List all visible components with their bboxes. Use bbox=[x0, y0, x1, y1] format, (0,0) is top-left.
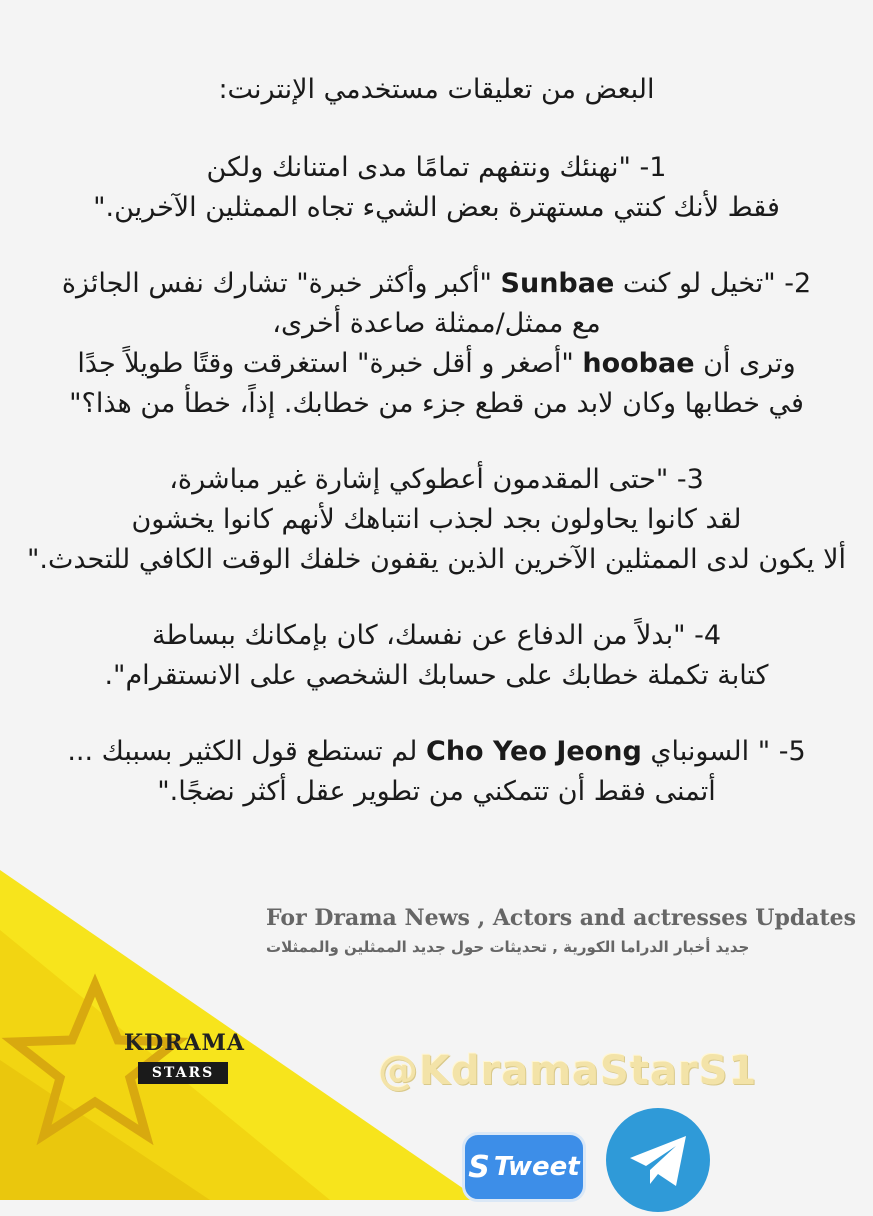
account-handle: @KdramaStarS1 bbox=[378, 1048, 758, 1094]
telegram-button[interactable] bbox=[606, 1108, 710, 1212]
comment-3: 3- "حتى المقدمون أعطوكي إشارة غير مباشرة، لقد كانوا يحاولون بجد لجذب انتباهك لأنهم كانوا يخشون ألا يكون لدى الممثلين الآخرين الذين يقفون خلفك الوقت الكافي للتحدث." bbox=[26, 464, 847, 575]
comment-5: 5- " السونباي Cho Yeo Jeong لم تستطع قول الكثير بسببك ... أتمنى فقط أن تتمكني من تطوير عقل أكثر نضجًا." bbox=[67, 736, 806, 807]
logo-stars-text: STARS bbox=[138, 1062, 228, 1084]
twitter-bird-icon: S bbox=[468, 1149, 490, 1185]
comment-1: 1- "نهنئك ونتفهم تمامًا مدى امتنانك ولكن فقط لأنك كنتي مستهترة بعض الشيء تجاه الممثلين الآخرين." bbox=[93, 152, 780, 223]
comment-4: 4- "بدلاً من الدفاع عن نفسك، كان بإمكانك ببساطة كتابة تكملة خطابك على حسابك الشخصي على الانستقرام". bbox=[104, 620, 769, 691]
footer-english-tagline: For Drama News , Actors and actresses Updates bbox=[266, 905, 857, 931]
page-heading: البعض من تعليقات مستخدمي الإنترنت: bbox=[218, 74, 655, 105]
logo-kdrama-text: KDRAMA bbox=[124, 1030, 245, 1056]
footer-arabic-tagline: جديد أخبار الدراما الكورية , تحديثات حول جديد الممثلين والممثلات bbox=[266, 938, 750, 956]
comment-2: 2- "تخيل لو كنت Sunbae "أكبر وأكثر خبرة" تشارك نفس الجائزة مع ممثل/ممثلة صاعدة أخرى، وترى أن hoobae "أصغر و أقل خبرة" استغرقت وقتًا طويلاً جدًا في خطابها وكان لابد من قطع جزء من خطابك. إذاً، خطأ من هذا؟" bbox=[61, 268, 812, 419]
telegram-plane-icon bbox=[606, 1108, 710, 1212]
comments-text bbox=[20, 70, 853, 812]
tweet-button[interactable]: S Tweet bbox=[462, 1132, 586, 1202]
